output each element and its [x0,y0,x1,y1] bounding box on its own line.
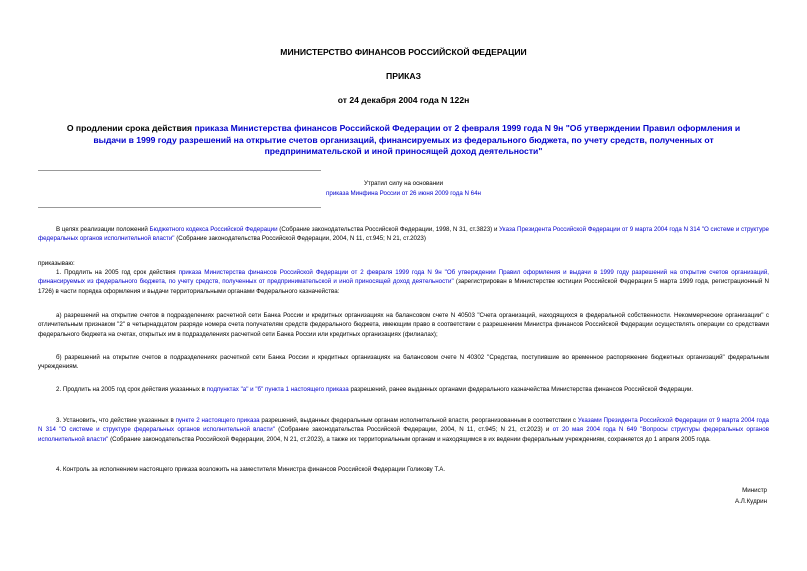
item-2 [38,385,769,394]
item-1b [38,353,769,372]
lost-force-note [38,179,769,199]
document-date: от 24 декабря 2004 года N 122н [337,95,470,105]
decree-314-link[interactable]: Указа Президента Российской Федерации от 9 марта 2004 года N 314 "О системе и структуре федеральных органов исполнительной власти" [38,226,769,243]
item-3-text-1: 3. Установить, что действие указанных в [56,417,176,424]
item-3-text-4: (Собрание законодательства Российской Федерации, 2004, N 21, ст.2023), а также их территориальным органам и находящимся в их ведении федеральным учреждениям, сохраняется до 1 апреля 2005 года. [108,435,711,443]
order-9n-link[interactable]: приказа Министерства финансов Российской Федерации от 2 февраля 1999 года N 9н "Об утверждении Правил оформления и выдачи в 1999 году разрешений на открытие счетов организаций, финансируемых из федерального бюджета, по учету средств, полученных от предпринимательской и иной приносящей доход деятельности" [38,269,769,286]
decree-649-link[interactable]: от 20 мая 2004 года N 649 "Вопросы структуры федеральных органов исполнительной власти" [38,426,769,443]
order-word-text: приказываю: [38,260,75,267]
ministry-name: МИНИСТЕРСТВО ФИНАНСОВ РОССИЙСКОЙ ФЕДЕРАЦИИ [280,47,527,57]
budget-code-link[interactable]: Бюджетного кодекса Российской Федерации [149,226,278,233]
item-2-text-1: 2. Продлить на 2005 год срок действия указанных в [56,386,207,393]
item-1b-text: б) разрешений на открытие счетов в подразделениях расчетной сети Банка России и кредитных организациях на балансовом счете N 40302 "Средства, поступившие во временное распоряжение бюджетных организаций" федеральным учреждениям. [38,354,769,371]
signature-title: Министр [742,487,767,494]
item-1-text-2: (зарегистрирован в Министерстве юстиции Российской Федерации 5 марта 1999 года, регистрационный N 1726) в части порядка оформления и выдачи территориальными органами Федерального казначейства: [38,278,770,295]
document-type: ПРИКАЗ [386,71,421,81]
item-3-text-3: (Собрание законодательства Российской Федерации, 2004, N 11, ст.945; N 21, ст.2023) и [274,426,553,434]
heading-prefix: О продлении срока действия [66,123,195,133]
subitems-ab-link[interactable]: подпунктах "а" и "б" пункта 1 настоящего приказа [206,386,349,393]
item-1 [38,268,769,296]
item-4-text: 4. Контроль за исполнением настоящего приказа возложить на заместителя Министра финансов Российской Федерации Голикову Т.А. [56,466,446,473]
intro-text-1: В целях реализации положений [56,226,150,233]
order-word [38,259,769,268]
lost-force-link[interactable]: приказа Минфина России от 26 июня 2009 года N 64н [326,190,481,197]
item-1a [38,311,769,339]
item-4 [38,465,769,474]
item-3-text-2: разрешений, выданных федеральным органам исполнительной власти, реорганизованным в соответствии с [259,417,578,424]
item-3 [38,416,769,444]
item-1-text-1: 1. Продлить на 2005 год срок действия [56,269,179,276]
heading-order-link[interactable]: приказа Министерства финансов Российской Федерации от 2 февраля 1999 года N 9н "Об утверждении Правил оформления и выдачи в 1999 году разрешений на открытие счетов организаций, финансируемых из федерального бюджета, по учету средств, полученных от предпринимательской и иной приносящей доход деятельности" [93,123,741,156]
item-2-text-2: разрешений, ранее выданных органами федерального казначейства Министерства финансов Российской Федерации. [348,386,694,393]
document-heading [60,123,747,158]
intro-text-2: (Собрание законодательства Российской Федерации, 1998, N 31, ст.3823) и [277,226,500,233]
decrees-314-link[interactable]: Указами Президента Российской Федерации от 9 марта 2004 года N 314 "О системе и структуре федеральных органов исполнительной власти" [38,417,769,434]
intro-paragraph [38,225,769,244]
divider-bottom [38,207,321,208]
lost-force-text: Утратил силу на основании [363,180,444,187]
intro-text-3: (Собрание законодательства Российской Федерации, 2004, N 11, ст.945; N 21, ст.2023) [174,235,426,243]
signature-name: А.Л.Кудрин [734,498,767,505]
divider-top [38,170,321,171]
signature-block [735,485,767,507]
item-1a-text: а) разрешений на открытие счетов в подразделениях расчетной сети Банка России и кредитных организациях на балансовом счете N 40503 "Счета организаций, находящихся в федеральной собственности. Некоммерческие организации" с отличительным признаком "2" в четырнадцатом разряде номера счета получателям средств федерального бюджета, имеющим право в соответствии с разрешением Министра финансов Российской Федерации осуществлять операции со средствами федерального бюджета на счетах, открытых им в подразделениях расчетной сети Банка России или кредитных организациях (филиалах); [38,312,769,338]
item-2-link[interactable]: пункте 2 настоящего приказа [175,417,260,424]
